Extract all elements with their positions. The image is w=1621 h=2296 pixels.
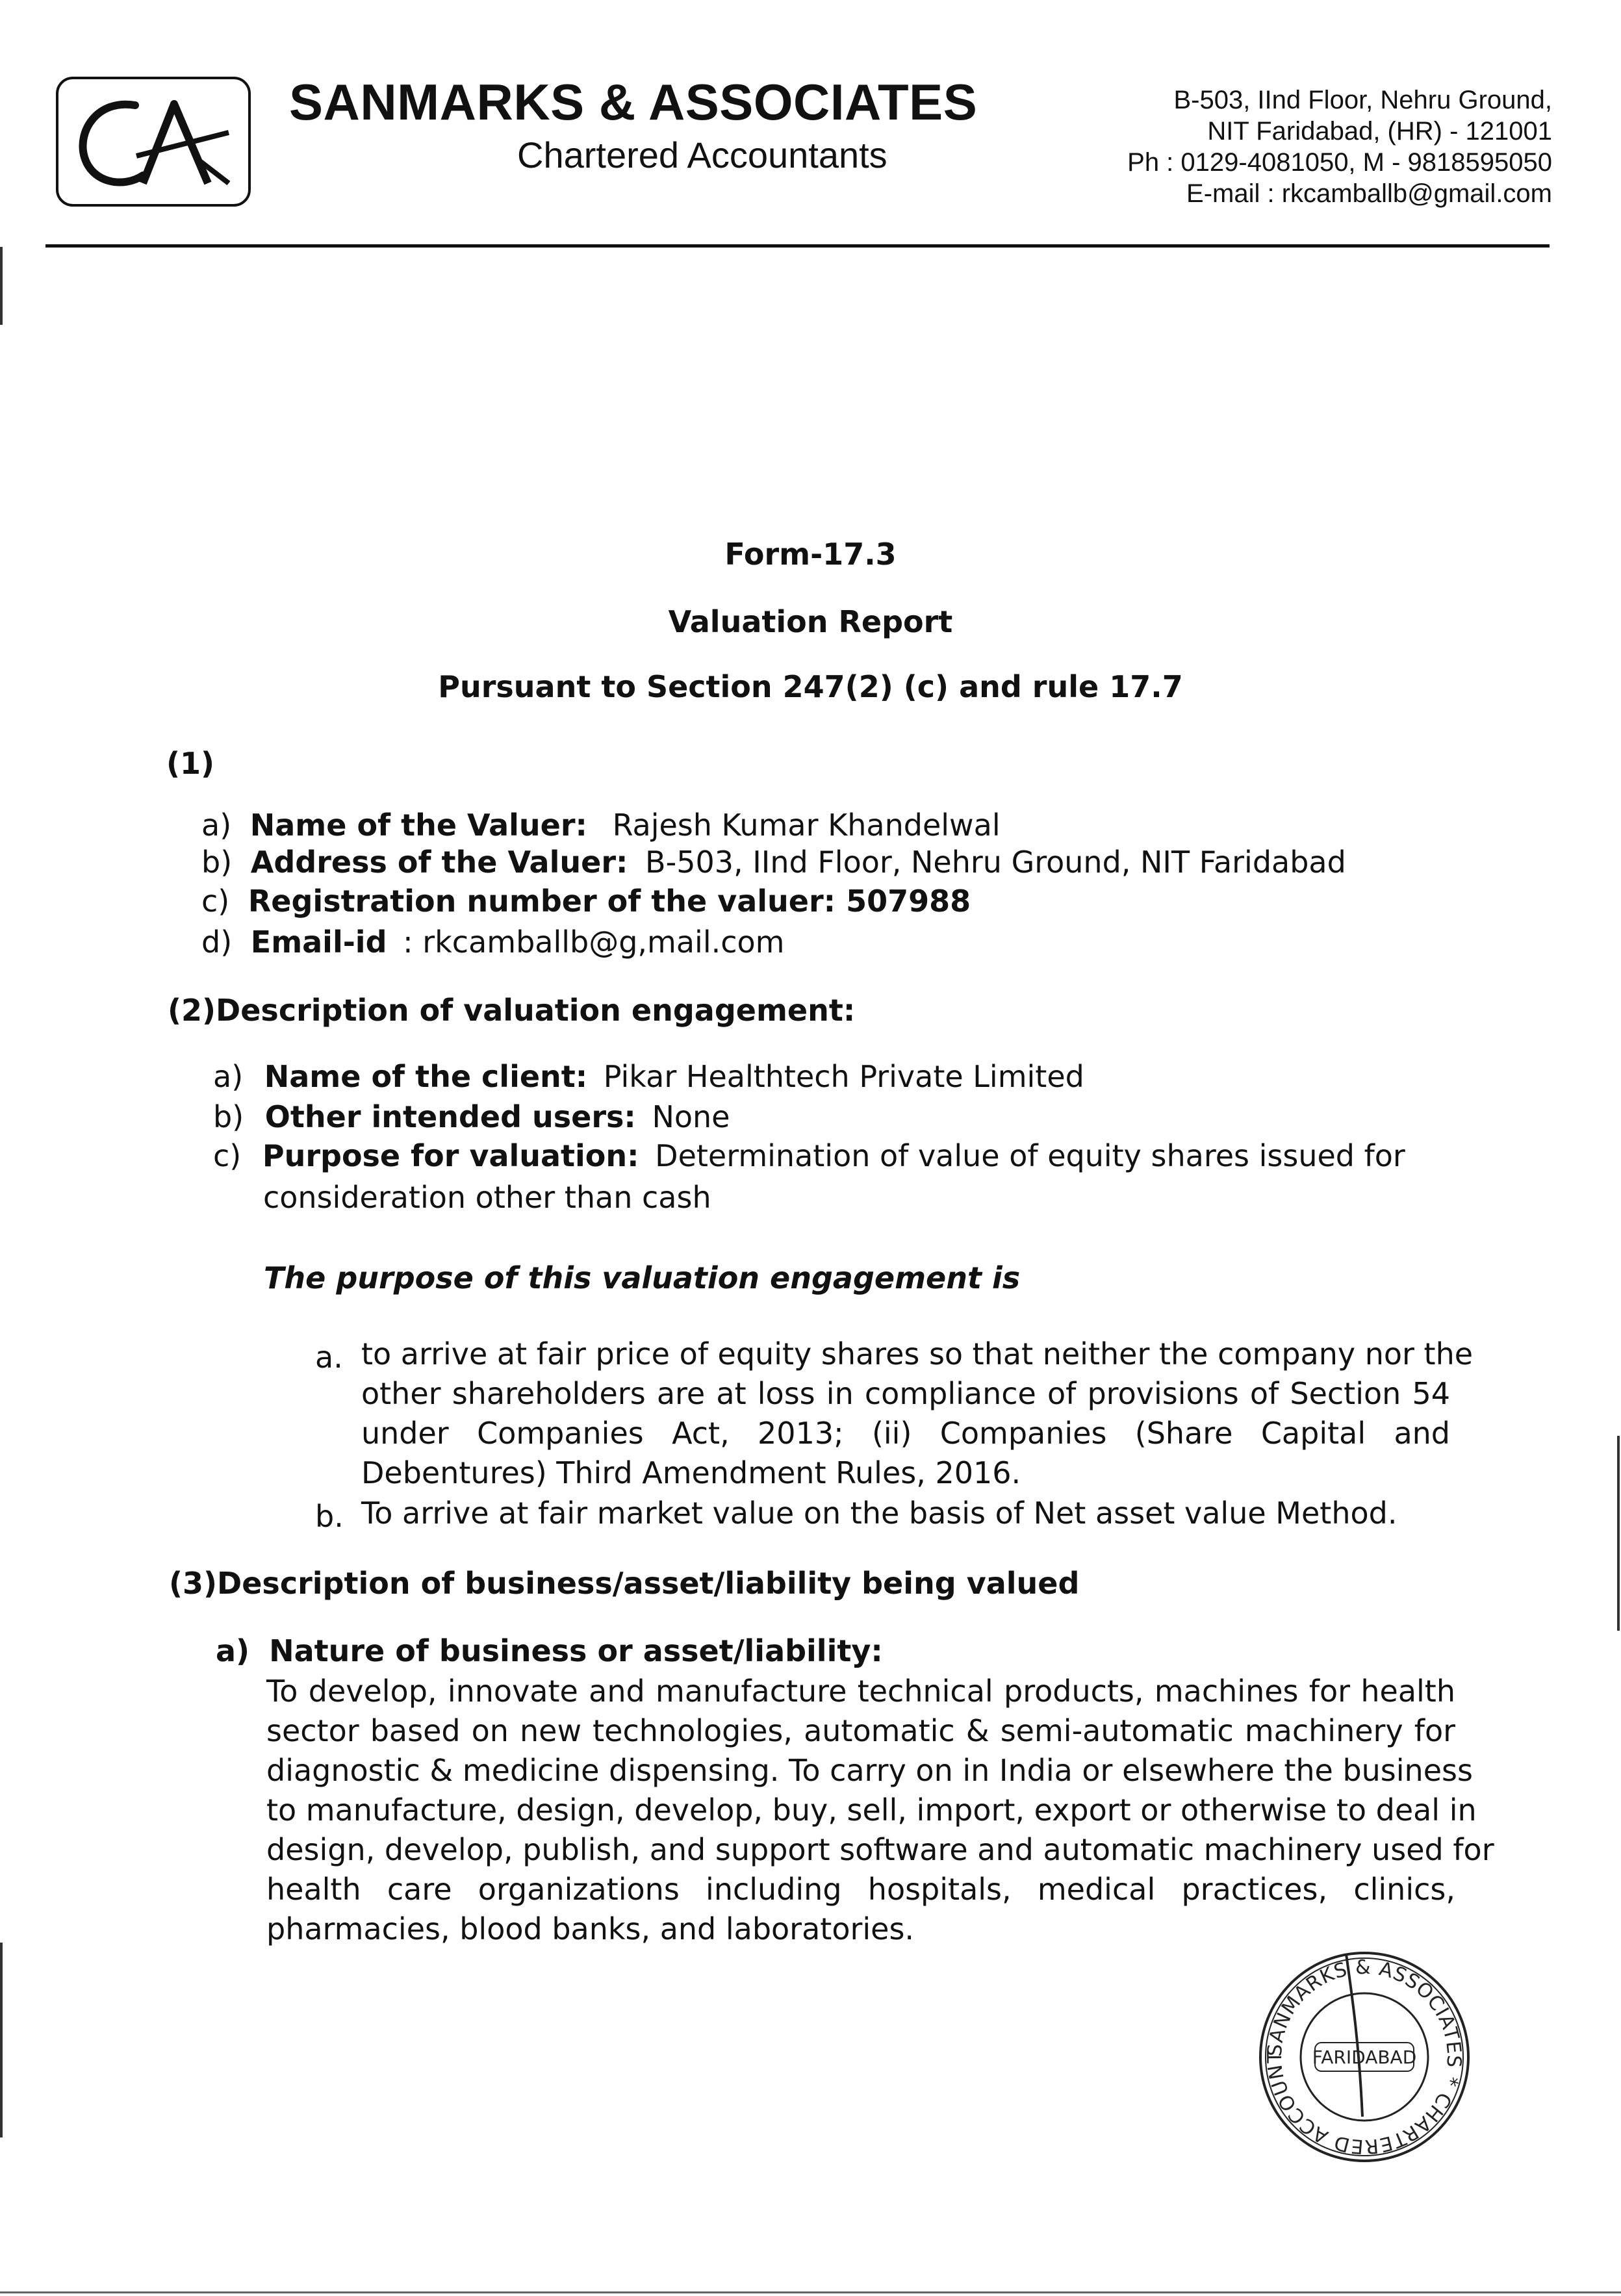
item-value: B-503, IInd Floor, Nehru Ground, NIT Faridabad: [645, 845, 1346, 880]
section1-item-a: [201, 808, 1001, 843]
address-line-2: NIT Faridabad, (HR) - 121001: [1207, 117, 1552, 146]
address-line-1: B-503, IInd Floor, Nehru Ground,: [1173, 86, 1552, 114]
item-label: Purpose for valuation:: [262, 1138, 639, 1173]
scan-edge-mark: [0, 1943, 3, 2137]
form-number: Form-17.3: [724, 537, 897, 572]
purpose-item-a-line-4: Debentures) Third Amendment Rules, 2016.: [361, 1455, 1021, 1490]
purpose-heading: The purpose of this valuation engagement is: [264, 1260, 1021, 1295]
seal-center-text: FARIDABAD: [1312, 2047, 1417, 2068]
item-label: Name of the Valuer:: [249, 808, 587, 843]
purpose-item-a-line-3: under Companies Act, 2013; (ii) Companies (Share Capital and: [361, 1416, 1450, 1451]
section2-item-b: [213, 1099, 730, 1134]
item-marker: b): [213, 1099, 244, 1134]
seal-ring-text: SANMARKS & ASSOCIATES * CHARTERED ACCOUNT: [1263, 1956, 1466, 2158]
purpose-item-a-line-2: other shareholders are at loss in compliance of provisions of Section 54: [361, 1376, 1450, 1411]
firm-name: SANMARKS & ASSOCIATES: [289, 73, 978, 131]
purpose-item-b-marker: b.: [315, 1499, 344, 1534]
business-line-7: pharmacies, blood banks, and laboratories.: [266, 1911, 915, 1946]
item-value: Determination of value of equity shares issued for: [655, 1138, 1405, 1173]
business-line-6: health care organizations including hospitals, medical practices, clinics,: [266, 1872, 1455, 1907]
item-label: Name of the client:: [264, 1059, 588, 1094]
business-line-3: diagnostic & medicine dispensing. To carry on in India or elsewhere the business: [266, 1753, 1473, 1788]
purpose-item-a-marker: a.: [315, 1340, 343, 1375]
section1-heading: (1): [166, 746, 215, 781]
pursuant-line: Pursuant to Section 247(2) (c) and rule 17.7: [438, 669, 1183, 704]
item-marker: d): [201, 925, 233, 960]
business-line-2: sector based on new technologies, automatic & semi-automatic machinery for: [266, 1713, 1455, 1748]
scan-edge-mark: [1617, 1436, 1620, 1631]
item-value: Pikar Healthtech Private Limited: [603, 1059, 1084, 1094]
report-title: Valuation Report: [668, 604, 953, 639]
scan-bottom-edge: [0, 2291, 1621, 2293]
item-marker: c): [201, 884, 230, 919]
section3-subheading: [216, 1633, 883, 1668]
item-value: Rajesh Kumar Khandelwal: [612, 808, 1001, 843]
purpose-item-b-line: To arrive at fair market value on the basis of Net asset value Method.: [361, 1496, 1398, 1531]
item-label: Address of the Valuer:: [250, 845, 628, 880]
seal-icon: [1255, 1948, 1474, 2166]
item-label: Email-id: [250, 925, 387, 960]
section1-item-d: [201, 925, 784, 960]
letterhead-divider: [45, 244, 1550, 248]
item-marker: a): [213, 1059, 244, 1094]
item-label: Other intended users:: [264, 1099, 636, 1134]
firm-seal-stamp: [1255, 1948, 1474, 2166]
section2-item-a: [213, 1059, 1084, 1094]
item-marker: c): [213, 1138, 242, 1173]
item-marker: a): [201, 808, 232, 843]
business-line-1: To develop, innovate and manufacture technical products, machines for health: [266, 1674, 1455, 1709]
section2-item-c: [213, 1138, 1405, 1173]
section2-item-c-continued: consideration other than cash: [263, 1180, 711, 1215]
business-line-4: to manufacture, design, develop, buy, sell, import, export or otherwise to deal in: [266, 1792, 1477, 1828]
item-value: None: [652, 1099, 730, 1134]
item-marker: b): [201, 845, 233, 880]
business-line-5: design, develop, publish, and support software and automatic machinery used for: [266, 1832, 1494, 1867]
section3-heading: (3)Description of business/asset/liability being valued: [169, 1566, 1080, 1601]
item-marker: a): [216, 1633, 250, 1668]
section2-heading: (2)Description of valuation engagement:: [168, 993, 856, 1028]
section1-item-c: [201, 884, 971, 919]
item-label: Registration number of the valuer: 507988: [248, 884, 971, 919]
firm-subtitle: Chartered Accountants: [517, 134, 887, 175]
firm-logo: [56, 77, 251, 207]
item-value: : rkcamballb@g,mail.com: [403, 925, 785, 960]
purpose-item-a-line-1: to arrive at fair price of equity shares so that neither the company nor the: [361, 1336, 1474, 1371]
scan-edge-mark: [0, 247, 3, 325]
phone-line: Ph : 0129-4081050, M - 9818595050: [1127, 148, 1552, 177]
section1-item-b: [201, 845, 1346, 880]
ca-logo-icon: [58, 79, 248, 204]
email-line: E-mail : rkcamballb@gmail.com: [1186, 179, 1552, 208]
item-label: Nature of business or asset/liability:: [269, 1633, 883, 1668]
